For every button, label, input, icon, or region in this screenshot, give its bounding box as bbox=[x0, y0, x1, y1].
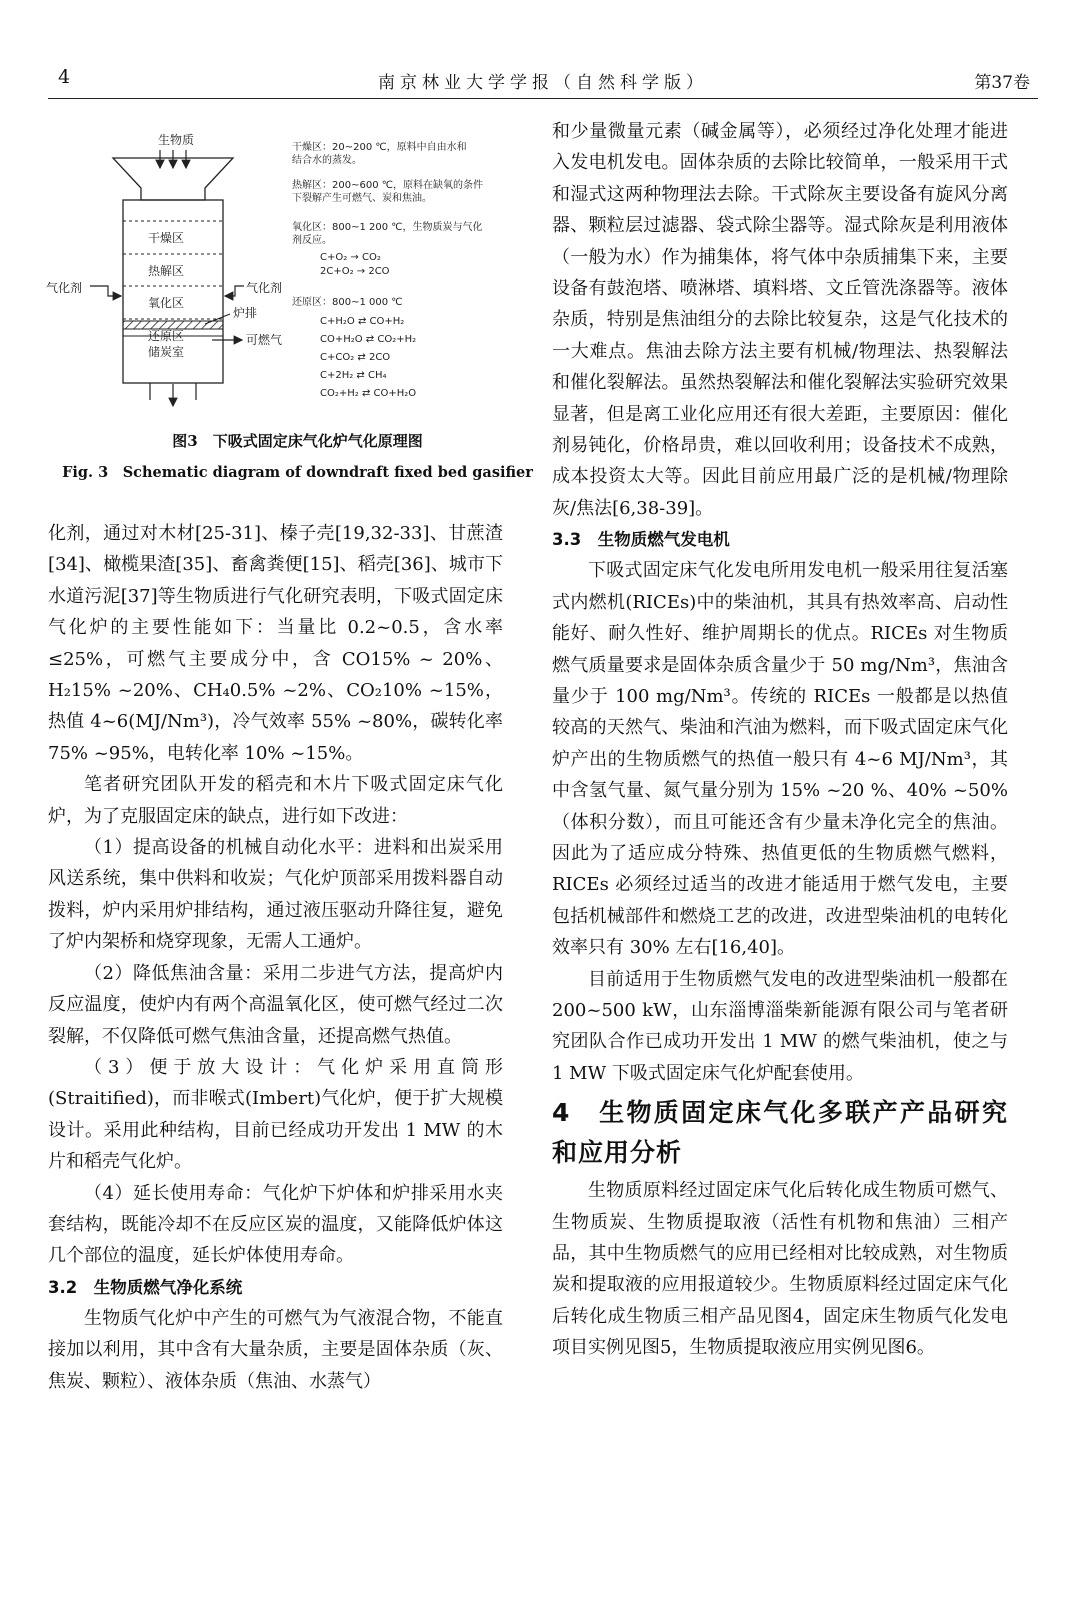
paragraph: （2）降低焦油含量：采用二步进气方法，提高炉内反应温度，使炉内有两个高温氧化区，使可燃气经过二次裂解，不仅降低可燃气焦油含量，还提高燃气热值。 bbox=[48, 962, 503, 1047]
reaction-ox-2: 2C+O₂ → 2CO bbox=[320, 266, 390, 277]
zone-pyrolysis: 热解区 bbox=[148, 264, 185, 278]
zone-char-storage: 储炭室 bbox=[148, 345, 185, 359]
reaction-red-2: CO+H₂O ⇄ CO₂+H₂ bbox=[320, 334, 417, 345]
paragraph: （1）提高设备的机械自动化水平：进料和出炭采用风送系统，集中供料和收炭；气化炉顶部采用拨料器自动拨料，炉内采用炉排结构，通过液压驱动升降往复，避免了炉内架桥和烧穿现象，无需人工通炉。 bbox=[48, 837, 503, 953]
paragraph: 生物质原料经过固定床气化后转化成生物质可燃气、生物质炭、生物质提取液（活性有机物和焦油）三相产品，其中生物质燃气的应用已经相对比较成熟，对生物质炭和提取液的应用报道较少。生物质原料经过固定床气化后转化成生物质三相产品见图4，固定床生物质气化发电项目实例见图5，生物质提取液应用实例见图6。 bbox=[552, 1180, 1008, 1359]
note-reduction: 还原区：800~1 000 ℃ bbox=[292, 297, 403, 308]
reaction-ox-1: C+O₂ → CO₂ bbox=[320, 252, 381, 263]
note-oxidation-2: 剂反应。 bbox=[292, 235, 332, 246]
note-pyrolysis-2: 下裂解产生可燃气、炭和焦油。 bbox=[292, 193, 432, 204]
zone-drying: 干燥区 bbox=[148, 231, 185, 245]
note-oxidation-1: 氧化区：800~1 200 ℃，生物质炭与气化 bbox=[292, 222, 483, 233]
reaction-red-3: C+CO₂ ⇄ 2CO bbox=[320, 352, 391, 363]
agent-left-label: 气化剂 bbox=[46, 281, 83, 295]
reaction-red-4: C+2H₂ ⇄ CH₄ bbox=[320, 370, 387, 381]
figure-caption-cn: 图3 下吸式固定床气化炉气化原理图 bbox=[172, 432, 423, 450]
paragraph: （3）便于放大设计：气化炉采用直筒形(Straitified)，而非喉式(Imbert)气化炉，便于扩大规模设计。采用此种结构，目前已经成功开发出 1 MW 的木片和稻壳气化炉。 bbox=[48, 1056, 503, 1173]
figure-caption-en: Fig. 3 Schematic diagram of downdraft fixed bed gasifier bbox=[62, 464, 533, 481]
zone-reduction: 还原区 bbox=[148, 329, 185, 343]
note-pyrolysis-1: 热解区：200~600 ℃，原料在缺氧的条件 bbox=[292, 180, 483, 191]
figure-3 bbox=[30, 118, 533, 493]
left-column bbox=[48, 518, 503, 1397]
grate-label: 炉排 bbox=[233, 306, 258, 320]
reaction-red-1: C+H₂O ⇄ CO+H₂ bbox=[320, 316, 405, 327]
paragraph: 笔者研究团队开发的稻壳和木片下吸式固定床气化炉，为了克服固定床的缺点，进行如下改进： bbox=[48, 774, 503, 827]
agent-right-label: 气化剂 bbox=[246, 281, 283, 295]
paragraph: 和少量微量元素（碱金属等），必须经过净化处理才能进入发电机发电。固体杂质的去除比较简单，一般采用干式和湿式这两种物理法去除。干式除灰主要设备有旋风分离器、颗粒层过滤器、袋式除尘器等。湿式除灰是利用液体（一般为水）作为捕集体，将气体中杂质捕集下来，主要设备有鼓泡塔、喷淋塔、填料塔、文丘管洗涤器等。液体杂质，特别是焦油组分的去除比较复杂，这是气化技术的一大难点。焦油去除方法主要有机械/物理法、热裂解法和催化裂解法。虽然热裂解法和催化裂解法实验研究效果显著，但是离工业化应用还有很大差距，主要原因：催化剂易钝化，价格昂贵，难以回收利用；设备技术不成熟，成本投资太大等。因此目前应用最广泛的是机械/物理除灰/焦法[6,38-39]。 bbox=[552, 121, 1008, 519]
section-heading-3-3: 3.3 生物质燃气发电机 bbox=[552, 530, 730, 550]
feed-label: 生物质 bbox=[158, 133, 195, 147]
paragraph: 下吸式固定床气化发电所用发电机一般采用往复活塞式内燃机(RICEs)中的柴油机，其具有热效率高、启动性能好、耐久性好、维护周期长的优点。RICEs 对生物质燃气质量要求是固体杂质含量少于 50 mg/Nm³，焦油含量少于 100 mg/Nm³。传统的 RICEs 一般都是以热值较高的天然气、柴油和汽油为燃料，而下吸式固定床气化炉产出的生物质燃气的热值一般只有 4~6 MJ/Nm³，其中含氢气量、氮气量分别为 15% ~20 %、40% ~50%（体积分数），而且可能还含有少量未净化完全的焦油。因此为了适应成分特殊、热值更低的生物质燃气燃料，RICEs 必须经过适当的改进才能适用于燃气发电，主要包括机械部件和燃烧工艺的改进，改进型柴油机的电转化效率只有 30% 左右[16,40]。 bbox=[552, 560, 1008, 959]
paragraph: 目前适用于生物质燃气发电的改进型柴油机一般都在 200~500 kW，山东淄博淄柴新能源有限公司与笔者研究团队合作已成功开发出 1 MW 的燃气柴油机，使之与 1 MW 下吸式固定床气化炉配套使用。 bbox=[552, 968, 1008, 1084]
running-header bbox=[48, 62, 1038, 99]
zone-oxidation: 氧化区 bbox=[148, 296, 185, 310]
reaction-red-5: CO₂+H₂ ⇄ CO+H₂O bbox=[320, 388, 417, 399]
gas-label: 可燃气 bbox=[246, 333, 283, 347]
volume-label: 第37卷 bbox=[974, 73, 1030, 93]
right-column bbox=[552, 116, 1008, 1364]
journal-title: 南京林业大学学报（自然科学版） bbox=[378, 73, 708, 93]
paragraph: （4）延长使用寿命：气化炉下炉体和炉排采用水夹套结构，既能冷却不在反应区炭的温度，又能降低炉体这几个部位的温度，延长炉体使用寿命。 bbox=[48, 1182, 503, 1267]
section-heading-4: 4 生物质固定床气化多联产产品研究和应用分析 bbox=[552, 1098, 1008, 1168]
note-drying-1: 干燥区：20~200 ℃，原料中自由水和 bbox=[292, 142, 467, 153]
note-drying-2: 结合水的蒸发。 bbox=[292, 155, 362, 166]
page-number: 4 bbox=[58, 66, 71, 88]
paragraph: 生物质气化炉中产生的可燃气为气液混合物，不能直接加以利用，其中含有大量杂质，主要是固体杂质（灰、焦炭、颗粒）、液体杂质（焦油、水蒸气） bbox=[48, 1307, 503, 1392]
gasifier-diagram bbox=[30, 118, 530, 428]
section-heading-3-2: 3.2 生物质燃气净化系统 bbox=[48, 1277, 243, 1297]
paragraph: 化剂，通过对木材[25-31]、榛子壳[19,32-33]、甘蔗渣[34]、橄榄果渣[35]、畜禽粪便[15]、稻壳[36]、城市下水道污泥[37]等生物质进行气化研究表明，下吸式固定床气化炉的主要性能如下：当量比 0.2~0.5，含水率≤25%，可燃气主要成分中，含 CO15% ~ 20%、H₂15% ~20%、CH₄0.5% ~2%、CO₂10% ~15%，热值 4~6(MJ/Nm³)，冷气效率 55% ~80%，碳转化率 75% ~95%，电转化率 10% ~15%。 bbox=[48, 523, 503, 764]
